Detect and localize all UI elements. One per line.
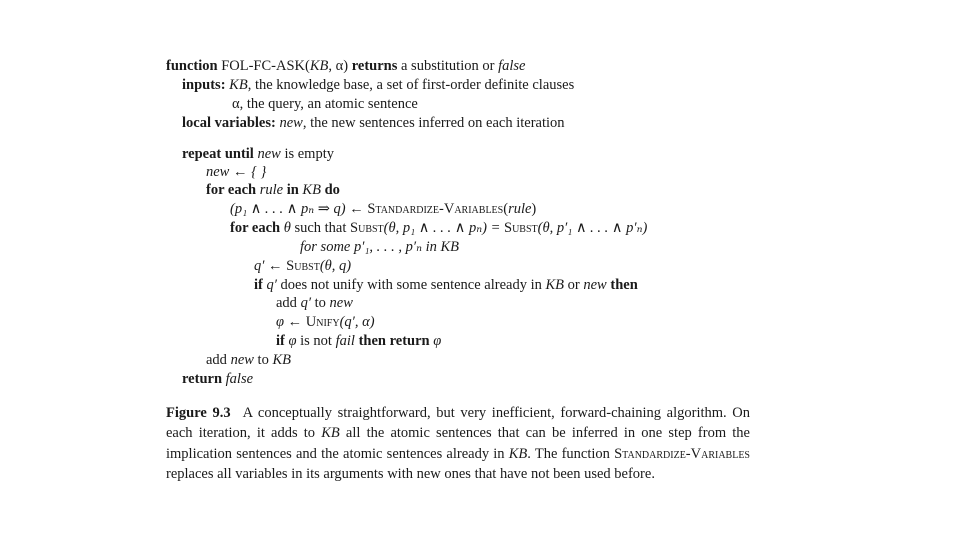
if-unify-new: new [583, 277, 607, 293]
figure-caption [166, 403, 750, 484]
add-new-kb: KB [272, 352, 291, 368]
standardize-func: Standardize-Variables [367, 201, 504, 217]
function-signature [166, 57, 525, 75]
caption-text-4: replaces all variables in its arguments with new ones that have not been used before. [166, 465, 655, 482]
for-each-rule-line [206, 181, 340, 199]
add-q-line [276, 294, 353, 312]
add-new-var: new [230, 352, 254, 368]
return-phi: φ [429, 333, 442, 349]
unify-args: (q′, α) [339, 314, 375, 330]
add-new-text: add [206, 352, 231, 368]
figure-label: Figure 9.3 [166, 405, 231, 421]
if-unify-text: does not unify with some sentence already in [276, 277, 546, 293]
assign-new: new ← { } [206, 164, 267, 180]
function-name-prefix: FOL-FC- [221, 58, 276, 74]
caption-func: Standardize-Variables [614, 445, 750, 462]
repeat-rest: is empty [280, 146, 334, 162]
caption-kb-1: KB [321, 425, 340, 442]
if-phi-fail: fail [335, 333, 355, 349]
return-false-value: false [498, 58, 526, 74]
var-kb: KB [302, 182, 321, 198]
if-phi-line [276, 332, 441, 350]
arg-kb: KB [309, 58, 329, 74]
keyword-then-return: then return [354, 333, 430, 349]
if-phi-text: is not [296, 333, 336, 349]
return-desc: a substitution or [397, 58, 499, 74]
phi-lhs: φ ← [276, 314, 306, 330]
caption-text-3: . The function [527, 445, 615, 462]
if-unify-kb: KB [545, 277, 565, 293]
keyword-function: function [166, 58, 218, 74]
q-prime-lhs: q′ ← [254, 258, 287, 274]
q-prime-subst-func: Subst [286, 258, 320, 274]
caption-kb-2: KB [508, 445, 528, 462]
input-alpha-line [232, 95, 418, 113]
keyword-in: in [286, 182, 299, 198]
if-q-prime: q′ [262, 277, 277, 293]
if-unify-line [254, 276, 638, 294]
local-variables-line [182, 114, 565, 132]
local-var-desc: , the new sentences inferred on each iteration [302, 115, 565, 131]
return-false-line [182, 370, 253, 388]
args-open: ( [305, 58, 310, 74]
keyword-if: if [254, 277, 263, 293]
q-prime-args: (θ, q) [319, 258, 352, 274]
local-variables-label: local variables: [182, 115, 276, 131]
unify-func: Unify [305, 314, 340, 330]
keyword-for-each: for each [206, 182, 257, 198]
standardize-lhs: (p₁ ∧ . . . ∧ pₙ ⇒ q) ← [230, 201, 368, 217]
for-some-line [300, 238, 459, 256]
such-that-text: such that [290, 220, 351, 236]
return-false: false [222, 371, 254, 387]
standardize-close: ) [531, 201, 537, 217]
subst-expr-1: (θ, p₁ ∧ . . . ∧ pₙ) = [383, 220, 505, 236]
keyword-do: do [324, 182, 340, 198]
add-q-to: to [310, 295, 330, 311]
if-unify-or: or [564, 277, 584, 293]
subst-func-2: Subst [504, 220, 538, 236]
add-q-text: add [276, 295, 301, 311]
keyword-then: then [606, 277, 638, 293]
add-q-new: new [329, 295, 353, 311]
if-phi-var: φ [284, 333, 297, 349]
inputs-line [182, 76, 574, 94]
local-var-new: new [279, 115, 303, 131]
subst-func-1: Subst [350, 220, 384, 236]
input-alpha-desc: α, the query, an atomic sentence [232, 96, 418, 112]
input-kb-name: KB [229, 77, 248, 93]
var-rule: rule [259, 182, 284, 198]
keyword-for-each-theta: for each [230, 220, 281, 236]
standardize-open: ( [503, 201, 509, 217]
inputs-label: inputs: [182, 77, 226, 93]
keyword-return: return [182, 371, 223, 387]
var-theta: θ [280, 220, 291, 236]
repeat-line [182, 145, 334, 163]
phi-assign-line [276, 313, 375, 331]
assign-new-line [206, 163, 266, 181]
keyword-if-phi: if [276, 333, 285, 349]
caption-text-2: all the atomic sentences that can be inferred in one step from the implication sentences and the atomic sentences already in [166, 425, 750, 462]
caption-text-1: A conceptually straightforward, but very inefficient, forward-chaining algorithm. On each iteration, it adds to [166, 405, 751, 442]
add-q-var: q′ [300, 295, 311, 311]
keyword-returns: returns [351, 58, 398, 74]
repeat-var-new: new [257, 146, 281, 162]
function-name-suffix: ASK [276, 58, 306, 74]
for-each-theta-line [230, 219, 647, 237]
for-some-text: for some p′₁, . . . , p′ₙ in KB [300, 239, 460, 255]
add-new-line [206, 351, 291, 369]
add-new-to: to [253, 352, 273, 368]
standardize-arg: rule [508, 201, 532, 217]
standardize-line [230, 200, 536, 218]
args-rest: , α) [328, 58, 349, 74]
q-prime-line [254, 257, 351, 275]
input-kb-desc: , the knowledge base, a set of first-order definite clauses [247, 77, 575, 93]
subst-expr-2: (θ, p′₁ ∧ . . . ∧ p′ₙ) [537, 220, 648, 236]
keyword-repeat-until: repeat until [182, 146, 254, 162]
